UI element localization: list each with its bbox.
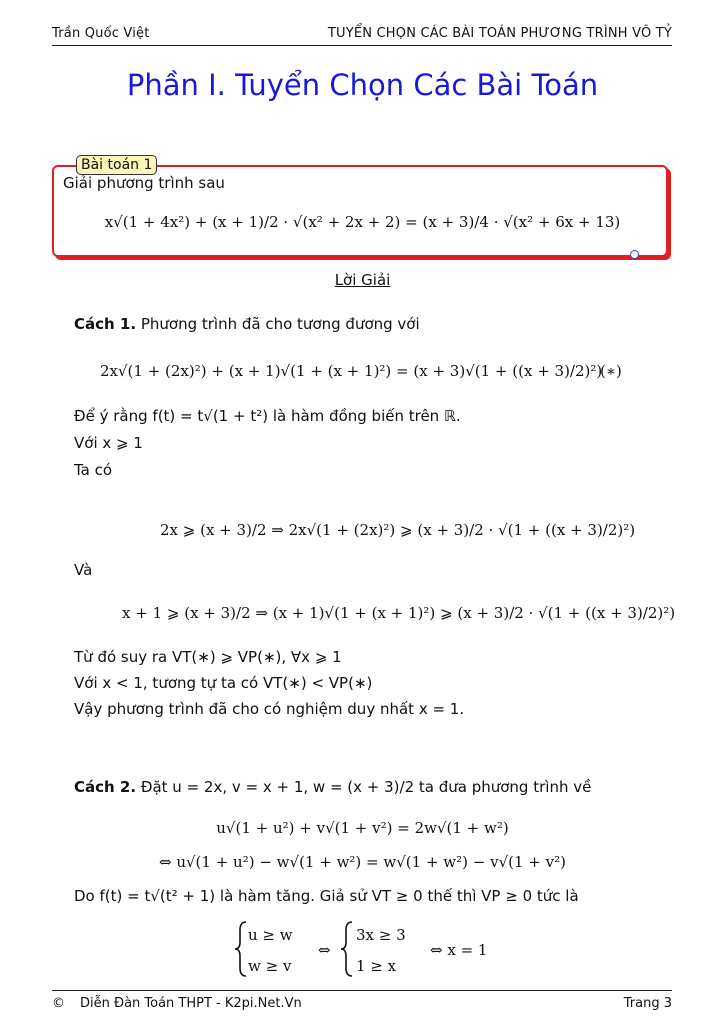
solution-heading: Lời Giải xyxy=(334,271,391,289)
method1-note: Để ý rằng f(t) = t√(1 + t²) là hàm đồng biến trên ℝ. xyxy=(74,407,461,425)
sys-result: ⇔ x = 1 xyxy=(430,941,488,959)
copyright-icon: © xyxy=(52,996,65,1011)
method2-eq1: u√(1 + u²) + v√(1 + v²) = 2w√(1 + w²) xyxy=(216,819,509,837)
method2-label: Cách 2. xyxy=(74,778,137,796)
problem-badge: Bài toán 1 xyxy=(76,155,157,175)
sys-right-1: 3x ≥ 3 xyxy=(356,926,406,944)
method1-ineq2: x + 1 ⩾ (x + 3)/2 ⇒ (x + 1)√(1 + (x + 1)²) ⩾ (x + 3)/2 · √(1 + ((x + 3)/2)²) xyxy=(122,604,676,622)
method2-reason: Do f(t) = t√(t² + 1) là hàm tăng. Giả sử VT ≥ 0 thế thì VP ≥ 0 tức là xyxy=(74,887,579,905)
problem-equation: x√(1 + 4x²) + (x + 1)/2 · √(x² + 2x + 2) = (x + 3)/4 · √(x² + 6x + 13) xyxy=(104,213,621,231)
method1-ineq1: 2x ⩾ (x + 3)/2 ⇒ 2x√(1 + (2x)²) ⩾ (x + 3)/2 · √(1 + ((x + 3)/2)²) xyxy=(160,521,636,539)
right-system-brace-icon xyxy=(338,920,358,978)
sys-right-2: 1 ≥ x xyxy=(356,957,397,975)
method1-case1: Với x ⩾ 1 xyxy=(74,434,143,452)
footer-page: Trang 3 xyxy=(623,996,672,1011)
header-rule xyxy=(52,45,672,46)
method1-eq-star: 2x√(1 + (2x)²) + (x + 1)√(1 + (x + 1)²) = (x + 3)√(1 + ((x + 3)/2)²) xyxy=(100,362,603,380)
method1-we-have: Ta có xyxy=(74,461,113,479)
sys-equiv: ⇔ xyxy=(318,941,331,959)
sys-left-1: u ≥ w xyxy=(248,926,293,944)
method1-intro: Phương trình đã cho tương đương với xyxy=(140,315,420,333)
header-book-title: TUYỂN CHỌN CÁC BÀI TOÁN PHƯƠNG TRÌNH VÔ TỶ xyxy=(327,26,672,41)
header-author: Trần Quốc Việt xyxy=(52,26,150,41)
section-title: Phần I. Tuyển Chọn Các Bài Toán xyxy=(126,68,599,102)
problem-prompt: Giải phương trình sau xyxy=(63,174,225,192)
sys-left-2: w ≥ v xyxy=(248,957,292,975)
method1-therefore: Từ đó suy ra VT(∗) ⩾ VP(∗), ∀x ⩾ 1 xyxy=(74,648,342,666)
method1-case2: Với x < 1, tương tự ta có VT(∗) < VP(∗) xyxy=(74,674,373,692)
footer-rule xyxy=(52,990,672,991)
method1-label: Cách 1. xyxy=(74,315,137,333)
method2-intro: Đặt u = 2x, v = x + 1, w = (x + 3)/2 ta đưa phương trình về xyxy=(140,778,592,796)
method2-line xyxy=(74,777,591,797)
resize-handle-icon[interactable] xyxy=(630,250,639,259)
method1-star-tag: (∗) xyxy=(600,362,622,380)
method2-eq2: ⇔ u√(1 + u²) − w√(1 + w²) = w√(1 + w²) − v√(1 + v²) xyxy=(159,853,566,871)
footer-forum: Diễn Đàn Toán THPT - K2pi.Net.Vn xyxy=(80,996,302,1011)
method1-conclusion: Vậy phương trình đã cho có nghiệm duy nhất x = 1. xyxy=(74,700,465,718)
method1-and: Và xyxy=(74,561,93,579)
method1-line xyxy=(74,314,420,334)
